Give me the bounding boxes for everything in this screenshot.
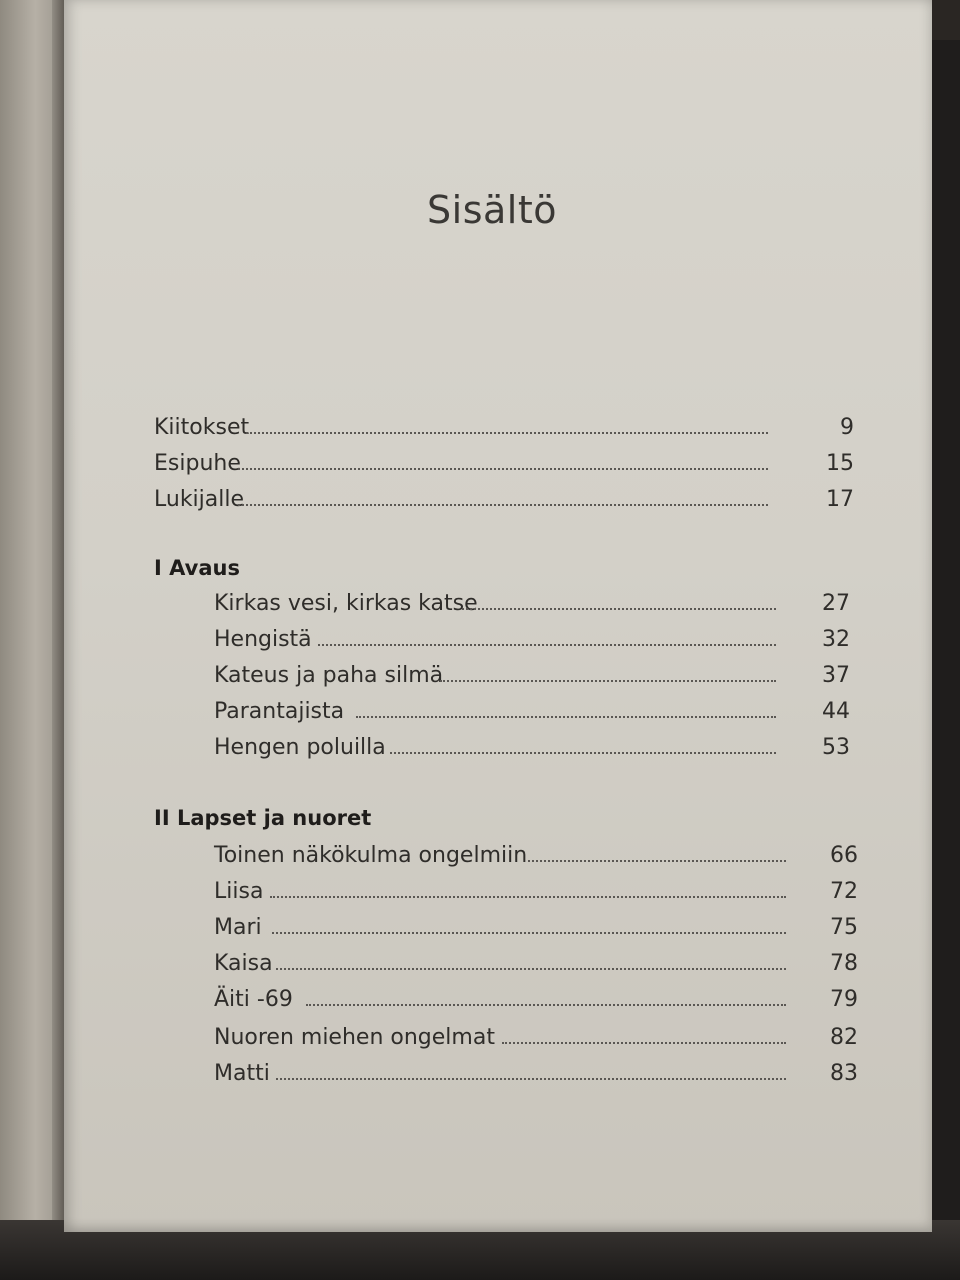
toc-entry: [214, 1018, 858, 1054]
toc-entry: [214, 1054, 858, 1090]
toc-entry-page: 27: [822, 591, 850, 616]
toc-entry-label: Kaisa: [214, 951, 273, 976]
toc-entry-page: 75: [830, 915, 858, 940]
toc-leader-dots: [246, 432, 768, 434]
toc-entry: [214, 692, 850, 728]
toc-entry: [214, 908, 858, 944]
toc-entry: [214, 584, 850, 620]
toc-leader-dots: [272, 932, 786, 934]
toc-entry-label: Hengen poluilla: [214, 735, 386, 760]
toc-entry-label: Kiitokset: [154, 415, 250, 440]
toc-entry-label: Parantajista: [214, 699, 345, 724]
toc-entry: [214, 872, 858, 908]
toc-entry-label: Kateus ja paha silmä: [214, 663, 444, 688]
toc-entry-label: Matti: [214, 1061, 270, 1086]
toc-entry-label: Liisa: [214, 879, 264, 904]
toc-entry: [214, 944, 858, 980]
toc-entry-page: 78: [830, 951, 858, 976]
toc-entry: [154, 480, 854, 516]
toc-entry-page: 82: [830, 1025, 858, 1050]
toc-leader-dots: [238, 504, 768, 506]
toc-leader-dots: [276, 1078, 786, 1080]
toc-entry: [154, 444, 854, 480]
toc-entry-label: Toinen näkökulma ongelmiin: [214, 843, 528, 868]
book-page: [64, 0, 932, 1232]
toc-entry-page: 66: [830, 843, 858, 868]
toc-entry: [214, 980, 858, 1016]
toc-entry-label: Mari: [214, 915, 262, 940]
toc-entry-label: Esipuhe: [154, 451, 241, 476]
toc-entry-label: Äiti -69: [214, 987, 293, 1012]
toc-leader-dots: [502, 1042, 786, 1044]
toc-leader-dots: [528, 860, 786, 862]
toc-entry-page: 53: [822, 735, 850, 760]
toc-entry-page: 32: [822, 627, 850, 652]
toc-leader-dots: [276, 968, 786, 970]
toc-leader-dots: [440, 680, 776, 682]
page-title: Sisältö: [427, 188, 557, 232]
toc-leader-dots: [306, 1004, 786, 1006]
toc-entry: [214, 620, 850, 656]
toc-entry-page: 37: [822, 663, 850, 688]
toc-entry-page: 83: [830, 1061, 858, 1086]
section-heading: II Lapset ja nuoret: [154, 806, 372, 830]
toc-entry-page: 17: [826, 487, 854, 512]
toc-entry: [154, 408, 854, 444]
toc-leader-dots: [238, 468, 768, 470]
toc-entry-label: Hengistä: [214, 627, 312, 652]
toc-entry-page: 79: [830, 987, 858, 1012]
toc-leader-dots: [390, 752, 776, 754]
toc-leader-dots: [318, 644, 776, 646]
toc-entry: [214, 728, 850, 764]
toc-leader-dots: [462, 608, 776, 610]
toc-entry-label: Kirkas vesi, kirkas katse: [214, 591, 478, 616]
toc-entry-label: Lukijalle: [154, 487, 245, 512]
section-heading: I Avaus: [154, 556, 240, 580]
toc-entry-page: 44: [822, 699, 850, 724]
toc-entry: [214, 656, 850, 692]
toc-leader-dots: [270, 896, 786, 898]
toc-entry-page: 9: [840, 415, 854, 440]
toc-leader-dots: [356, 716, 776, 718]
toc-entry-label: Nuoren miehen ongelmat: [214, 1025, 495, 1050]
toc-entry: [214, 836, 858, 872]
toc-entry-page: 72: [830, 879, 858, 904]
toc-entry-page: 15: [826, 451, 854, 476]
